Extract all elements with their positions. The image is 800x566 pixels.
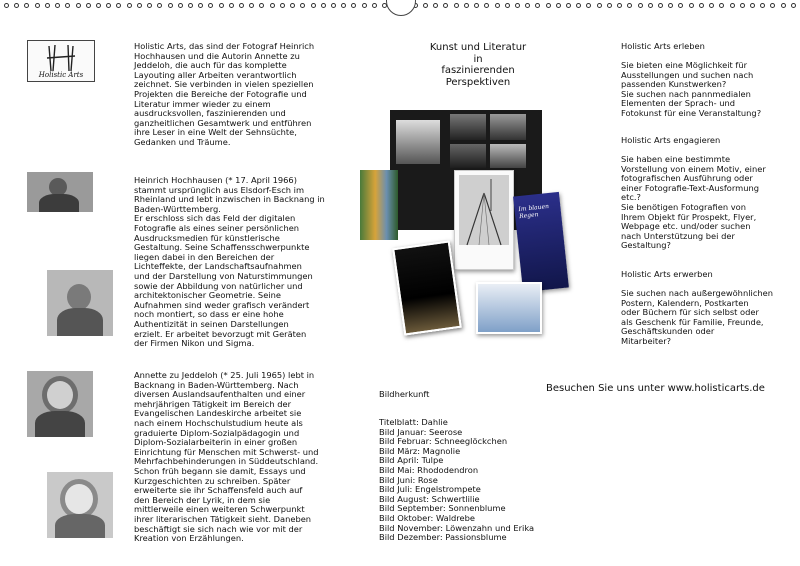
- binding-ring: [86, 3, 91, 8]
- middle-title: Kunst und Literatur in faszinierenden Perspektiven: [429, 42, 527, 88]
- binding-ring: [505, 3, 510, 8]
- heinrich-bio: Heinrich Hochhausen (* 17. April 1966) stammt ursprünglich aus Elsdorf-Esch im Rheinland und lebt inzwischen in Backnang in Baden-Württemberg. Er erschloss sich das Feld der digitalen Fotografie als eines seiner persönlichen Ausdrucksmedien für künstlerische Gestaltung. Seine Schaffensschwerpunkte liegen dabei in den Bereichen der Lichteffekte, der Landschaftsaufnahmen und der Darstellung von Naturstimmungen sowie der Abbildung von natürlicher und architektonischer Geometrie. Seine Aufnahmen sind weder grafisch verändert noch montiert, so dass er eine hohe Authentizität in seinen Darstellungen erzielt. Er arbeitet bevorzugt mit Geräten der Firmen Nikon und Sigma.: [134, 175, 325, 349]
- binding-ring: [760, 3, 765, 8]
- binding-ring: [443, 3, 448, 8]
- credit-line: Bild Juni: Rose: [379, 474, 438, 485]
- binding-ring: [290, 3, 295, 8]
- erleben-heading: Holistic Arts erleben: [621, 41, 705, 51]
- holistic-arts-logo: [27, 40, 95, 82]
- binding-ring: [719, 3, 724, 8]
- binding-ring: [106, 3, 111, 8]
- binding-ring: [597, 3, 602, 8]
- binding-ring: [229, 3, 234, 8]
- binding-ring: [556, 3, 561, 8]
- binding-ring: [239, 3, 244, 8]
- engagieren-text: Sie haben eine bestimmte Vorstellung von einem Motiv, einer fotografischen Ausführung oder einer Fotografie-Text-Ausformung etc.? Sie benötigen Fotografien von Ihrem Objekt für Prospekt, Flyer, Webpage etc. und/oder suchen nach Unterstützung bei der Gestaltung?: [621, 154, 766, 251]
- binding-ring: [116, 3, 121, 8]
- binding-ring: [280, 3, 285, 8]
- credit-line: Bild November: Löwenzahn und Erika: [379, 522, 535, 533]
- binding-ring: [607, 3, 612, 8]
- binding-ring: [137, 3, 142, 8]
- credit-line: Bild Dezember: Passionsblume: [379, 532, 507, 543]
- binding-ring: [566, 3, 571, 8]
- binding-ring: [321, 3, 326, 8]
- binding-ring: [24, 3, 29, 8]
- binding-ring: [515, 3, 520, 8]
- portrait-photo-heinrich: [47, 270, 113, 336]
- binding-ring: [372, 3, 377, 8]
- binding-ring: [208, 3, 213, 8]
- binding-ring: [484, 3, 489, 8]
- binding-ring: [740, 3, 745, 8]
- binding-ring: [65, 3, 70, 8]
- logo-h-glyph: [41, 44, 81, 72]
- credit-line: Bild September: Sonnenblume: [379, 503, 506, 514]
- binding-ring: [495, 3, 500, 8]
- binding-ring: [668, 3, 673, 8]
- collage-photo-dark-1: [450, 114, 486, 140]
- collage-photo-waterfall: [396, 120, 440, 164]
- binding-ring: [689, 3, 694, 8]
- calendar-hanger-hole: [386, 0, 416, 16]
- portrait-photo-annette-2: [47, 472, 113, 538]
- binding-ring: [76, 3, 81, 8]
- collage-colour-stack: [360, 170, 398, 240]
- binding-ring: [168, 3, 173, 8]
- photographer-photo: [27, 172, 93, 212]
- binding-ring: [331, 3, 336, 8]
- binding-ring: [627, 3, 632, 8]
- binding-ring: [311, 3, 316, 8]
- binding-ring: [249, 3, 254, 8]
- credit-line: Titelblatt: Dahlie: [379, 417, 448, 427]
- binding-ring: [586, 3, 591, 8]
- binding-ring: [525, 3, 530, 8]
- binding-ring: [750, 3, 755, 8]
- intro-text: Holistic Arts, das sind der Fotograf Heinrich Hochhausen und die Autorin Annette zu Jeddeloh, die auch für das komplette Layouting aller Arbeiten verantwortlich zeichnet. Sie verbinden in vielen speziellen Projekten die Bereiche der Fotografie und Literatur immer wieder zu einem ausdrucksvollen, faszinierenden und ganzheitlichen Gesamtwerk und entführen ihre Leser in eine Welt der Sehnsüchte, Gedanken und Träume.: [134, 41, 315, 147]
- binding-ring: [147, 3, 152, 8]
- binding-ring: [546, 3, 551, 8]
- binding-ring: [341, 3, 346, 8]
- credit-line: Bild Oktober: Waldrebe: [379, 512, 475, 523]
- binding-ring: [709, 3, 714, 8]
- binding-ring: [433, 3, 438, 8]
- binding-ring: [219, 3, 224, 8]
- collage-photo-dark-4: [490, 144, 526, 168]
- binding-ring: [35, 3, 40, 8]
- collage-sunset-book: [392, 240, 462, 335]
- credit-line: Bild März: Magnolie: [379, 445, 461, 456]
- logo-text: Holistic Arts: [38, 70, 84, 79]
- annette-bio: Annette zu Jeddeloh (* 25. Juli 1965) lebt in Backnang in Baden-Württemberg. Nach diversen Auslandsaufenthalten und einer mehrjährigen Tätigkeit im Bereich der Evangelischen Landeskirche arbeitet sie nach einem Hochschulstudium heute als graduierte Diplom-Sozialpädagogin und Diplom-Sozialarbeiterin in einer großen Einrichtung für Menschen mit Schwerst- und Mehrfachbehinderungen in Süddeutschland. Schon früh begann sie damit, Essays und Kurzgeschichten zu schreiben. Später erweiterte sie ihr Schaffensfeld auch auf den Bereich der Lyrik, in dem sie mittlerweile einen weiteren Schwerpunkt ihrer literarischen Tätigkeit sieht. Daneben beschäftigt sie sich nach wie vor mit der Kreation von Erzählungen.: [134, 370, 319, 544]
- website-url-text: Besuchen Sie uns unter www.holisticarts.de: [546, 383, 765, 394]
- credit-line: Bild Februar: Schneeglöckchen: [379, 436, 508, 447]
- binding-ring: [96, 3, 101, 8]
- engagieren-heading: Holistic Arts engagieren: [621, 135, 721, 145]
- binding-ring: [157, 3, 162, 8]
- binding-ring: [464, 3, 469, 8]
- binding-ring: [658, 3, 663, 8]
- binding-ring: [791, 3, 796, 8]
- credits-heading: Bildherkunft: [379, 389, 430, 399]
- binding-ring: [474, 3, 479, 8]
- collage-blue-print: [476, 282, 542, 334]
- binding-ring: [14, 3, 19, 8]
- binding-ring: [699, 3, 704, 8]
- binding-ring: [576, 3, 581, 8]
- binding-ring: [362, 3, 367, 8]
- collage-photo-dark-3: [450, 144, 486, 168]
- credit-line: Bild Januar: Seerose: [379, 426, 463, 437]
- binding-ring: [270, 3, 275, 8]
- artwork-collage: [358, 104, 558, 344]
- binding-ring: [178, 3, 183, 8]
- erwerben-text: Sie suchen nach außergewöhnlichen Postern, Kalendern, Postkarten oder Büchern für sich selbst oder als Geschenk für Familie, Freunde, Geschäftskunden oder Mitarbeiter?: [621, 288, 773, 346]
- erwerben-heading: Holistic Arts erwerben: [621, 269, 713, 279]
- binding-ring: [678, 3, 683, 8]
- binding-ring: [770, 3, 775, 8]
- binding-ring: [351, 3, 356, 8]
- binding-ring: [300, 3, 305, 8]
- binding-ring: [638, 3, 643, 8]
- credit-line: Bild April: Tulpe: [379, 455, 444, 466]
- blue-book-title: Im blauen Regen: [518, 202, 550, 221]
- binding-ring: [4, 3, 9, 8]
- binding-ring: [127, 3, 132, 8]
- collage-blue-book: [513, 192, 569, 292]
- binding-ring: [188, 3, 193, 8]
- collage-photo-dark-2: [490, 114, 526, 140]
- binding-ring: [423, 3, 428, 8]
- credit-line: Bild Mai: Rhododendron: [379, 464, 479, 475]
- binding-ring: [781, 3, 786, 8]
- binding-ring: [55, 3, 60, 8]
- credit-line: Bild August: Schwertlilie: [379, 493, 480, 504]
- binding-ring: [198, 3, 203, 8]
- binding-ring: [45, 3, 50, 8]
- binding-ring: [259, 3, 264, 8]
- binding-ring: [730, 3, 735, 8]
- binding-ring: [535, 3, 540, 8]
- credits-list: [379, 418, 534, 543]
- binding-ring: [454, 3, 459, 8]
- credit-line: Bild Juli: Engelstrompete: [379, 484, 481, 495]
- erleben-text: Sie bieten eine Möglichkeit für Ausstellungen und suchen nach passenden Kunstwerken? Sie suchen nach pannmedialen Elementen der Sprach- und Fotokunst für eine Veranstaltung?: [621, 60, 762, 118]
- portrait-photo-annette: [27, 371, 93, 437]
- binding-ring: [648, 3, 653, 8]
- collage-railway-print: [454, 170, 514, 270]
- binding-ring: [617, 3, 622, 8]
